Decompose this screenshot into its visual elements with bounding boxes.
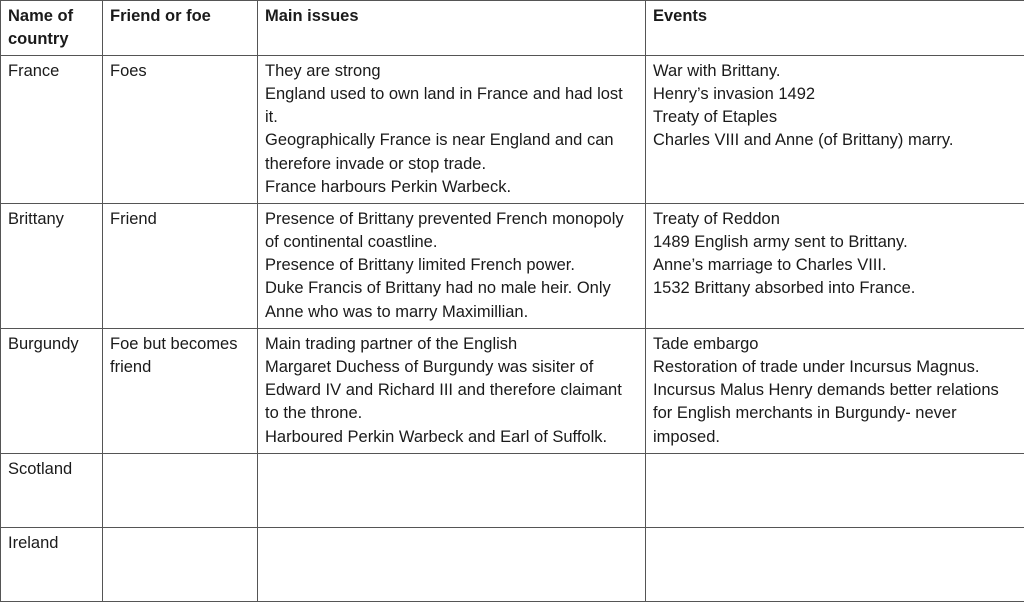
cell-stance: Friend [103, 203, 258, 328]
event-line: War with Brittany. [653, 60, 1017, 83]
cell-country: Brittany [1, 203, 103, 328]
cell-stance [103, 527, 258, 601]
event-line: Treaty of Reddon [653, 208, 1017, 231]
event-line: Henry’s invasion 1492 [653, 83, 1017, 106]
table-header-row [1, 1, 1024, 56]
event-line: Treaty of Etaples [653, 106, 1017, 129]
cell-stance [103, 453, 258, 527]
event-line: Charles VIII and Anne (of Brittany) marry. [653, 129, 1017, 152]
header-events: Events [646, 1, 1024, 56]
header-country: Name of country [1, 1, 103, 56]
event-line: Anne’s marriage to Charles VIII. [653, 254, 1017, 277]
cell-issues [258, 527, 646, 601]
cell-issues [258, 328, 646, 453]
header-main-issues: Main issues [258, 1, 646, 56]
cell-stance: Foes [103, 55, 258, 203]
cell-country: Scotland [1, 453, 103, 527]
issue-line: They are strong [265, 60, 638, 83]
cell-stance: Foe but becomes friend [103, 328, 258, 453]
cell-country: Ireland [1, 527, 103, 601]
event-line: Incursus Malus Henry demands better relations for English merchants in Burgundy- never imposed. [653, 379, 1017, 449]
event-line: 1532 Brittany absorbed into France. [653, 277, 1017, 300]
table-row [1, 328, 1024, 453]
issue-line: Presence of Brittany limited French power. [265, 254, 638, 277]
cell-events [646, 453, 1024, 527]
issue-line: Presence of Brittany prevented French monopoly of continental coastline. [265, 208, 638, 255]
event-line: 1489 English army sent to Brittany. [653, 231, 1017, 254]
cell-issues [258, 203, 646, 328]
cell-events [646, 328, 1024, 453]
issue-line: Margaret Duchess of Burgundy was sisiter of Edward IV and Richard III and therefore claimant to the throne. [265, 356, 638, 426]
issue-line: France harbours Perkin Warbeck. [265, 176, 638, 199]
issue-line: Duke Francis of Brittany had no male heir. Only Anne who was to marry Maximillian. [265, 277, 638, 324]
event-line: Restoration of trade under Incursus Magnus. [653, 356, 1017, 379]
cell-events [646, 203, 1024, 328]
cell-country: France [1, 55, 103, 203]
header-friend-or-foe: Friend or foe [103, 1, 258, 56]
cell-issues [258, 55, 646, 203]
table-row [1, 55, 1024, 203]
table-row [1, 527, 1024, 601]
table-row [1, 203, 1024, 328]
issue-line: Main trading partner of the English [265, 333, 638, 356]
cell-issues [258, 453, 646, 527]
cell-events [646, 55, 1024, 203]
cell-country: Burgundy [1, 328, 103, 453]
issue-line: England used to own land in France and had lost it. [265, 83, 638, 130]
issue-line: Harboured Perkin Warbeck and Earl of Suffolk. [265, 426, 638, 449]
event-line: Tade embargo [653, 333, 1017, 356]
table-row [1, 453, 1024, 527]
cell-events [646, 527, 1024, 601]
issue-line: Geographically France is near England and can therefore invade or stop trade. [265, 129, 638, 176]
